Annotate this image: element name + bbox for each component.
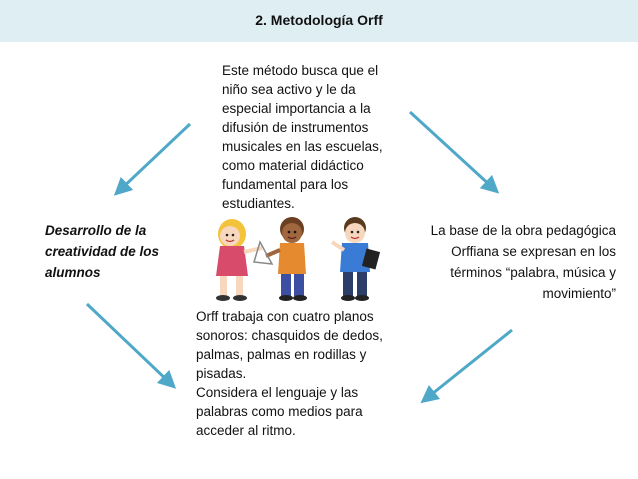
child-figure bbox=[332, 217, 380, 301]
orff-basis-text: La base de la obra pedagógica Orffiana se expresan en los términos “palabra, música y movimiento” bbox=[430, 223, 616, 301]
slide-title: 2. Metodología Orff bbox=[255, 12, 383, 28]
sound-planes-line: Orff trabaja con cuatro planos sonoros: chasquidos de dedos, palmas, palmas en rodillas y pisadas. bbox=[196, 309, 383, 381]
language-rhythm-line: Considera el lenguaje y las palabras como medios para acceder al ritmo. bbox=[196, 385, 363, 438]
creativity-label: Desarrollo de la creatividad de los alumnos bbox=[45, 223, 160, 280]
arrow-icon bbox=[120, 124, 190, 190]
children-music-illustration bbox=[200, 212, 385, 304]
arrow-icon bbox=[427, 330, 512, 398]
method-description: Este método busca que el niño sea activo y le da especial importancia a la difusión de instrumentos musicales en las escuelas, como material didáctico fundamental para los estudiantes. bbox=[222, 63, 383, 211]
child-figure bbox=[266, 217, 307, 301]
arrow-icon bbox=[87, 304, 170, 383]
arrow-icon bbox=[410, 112, 493, 188]
